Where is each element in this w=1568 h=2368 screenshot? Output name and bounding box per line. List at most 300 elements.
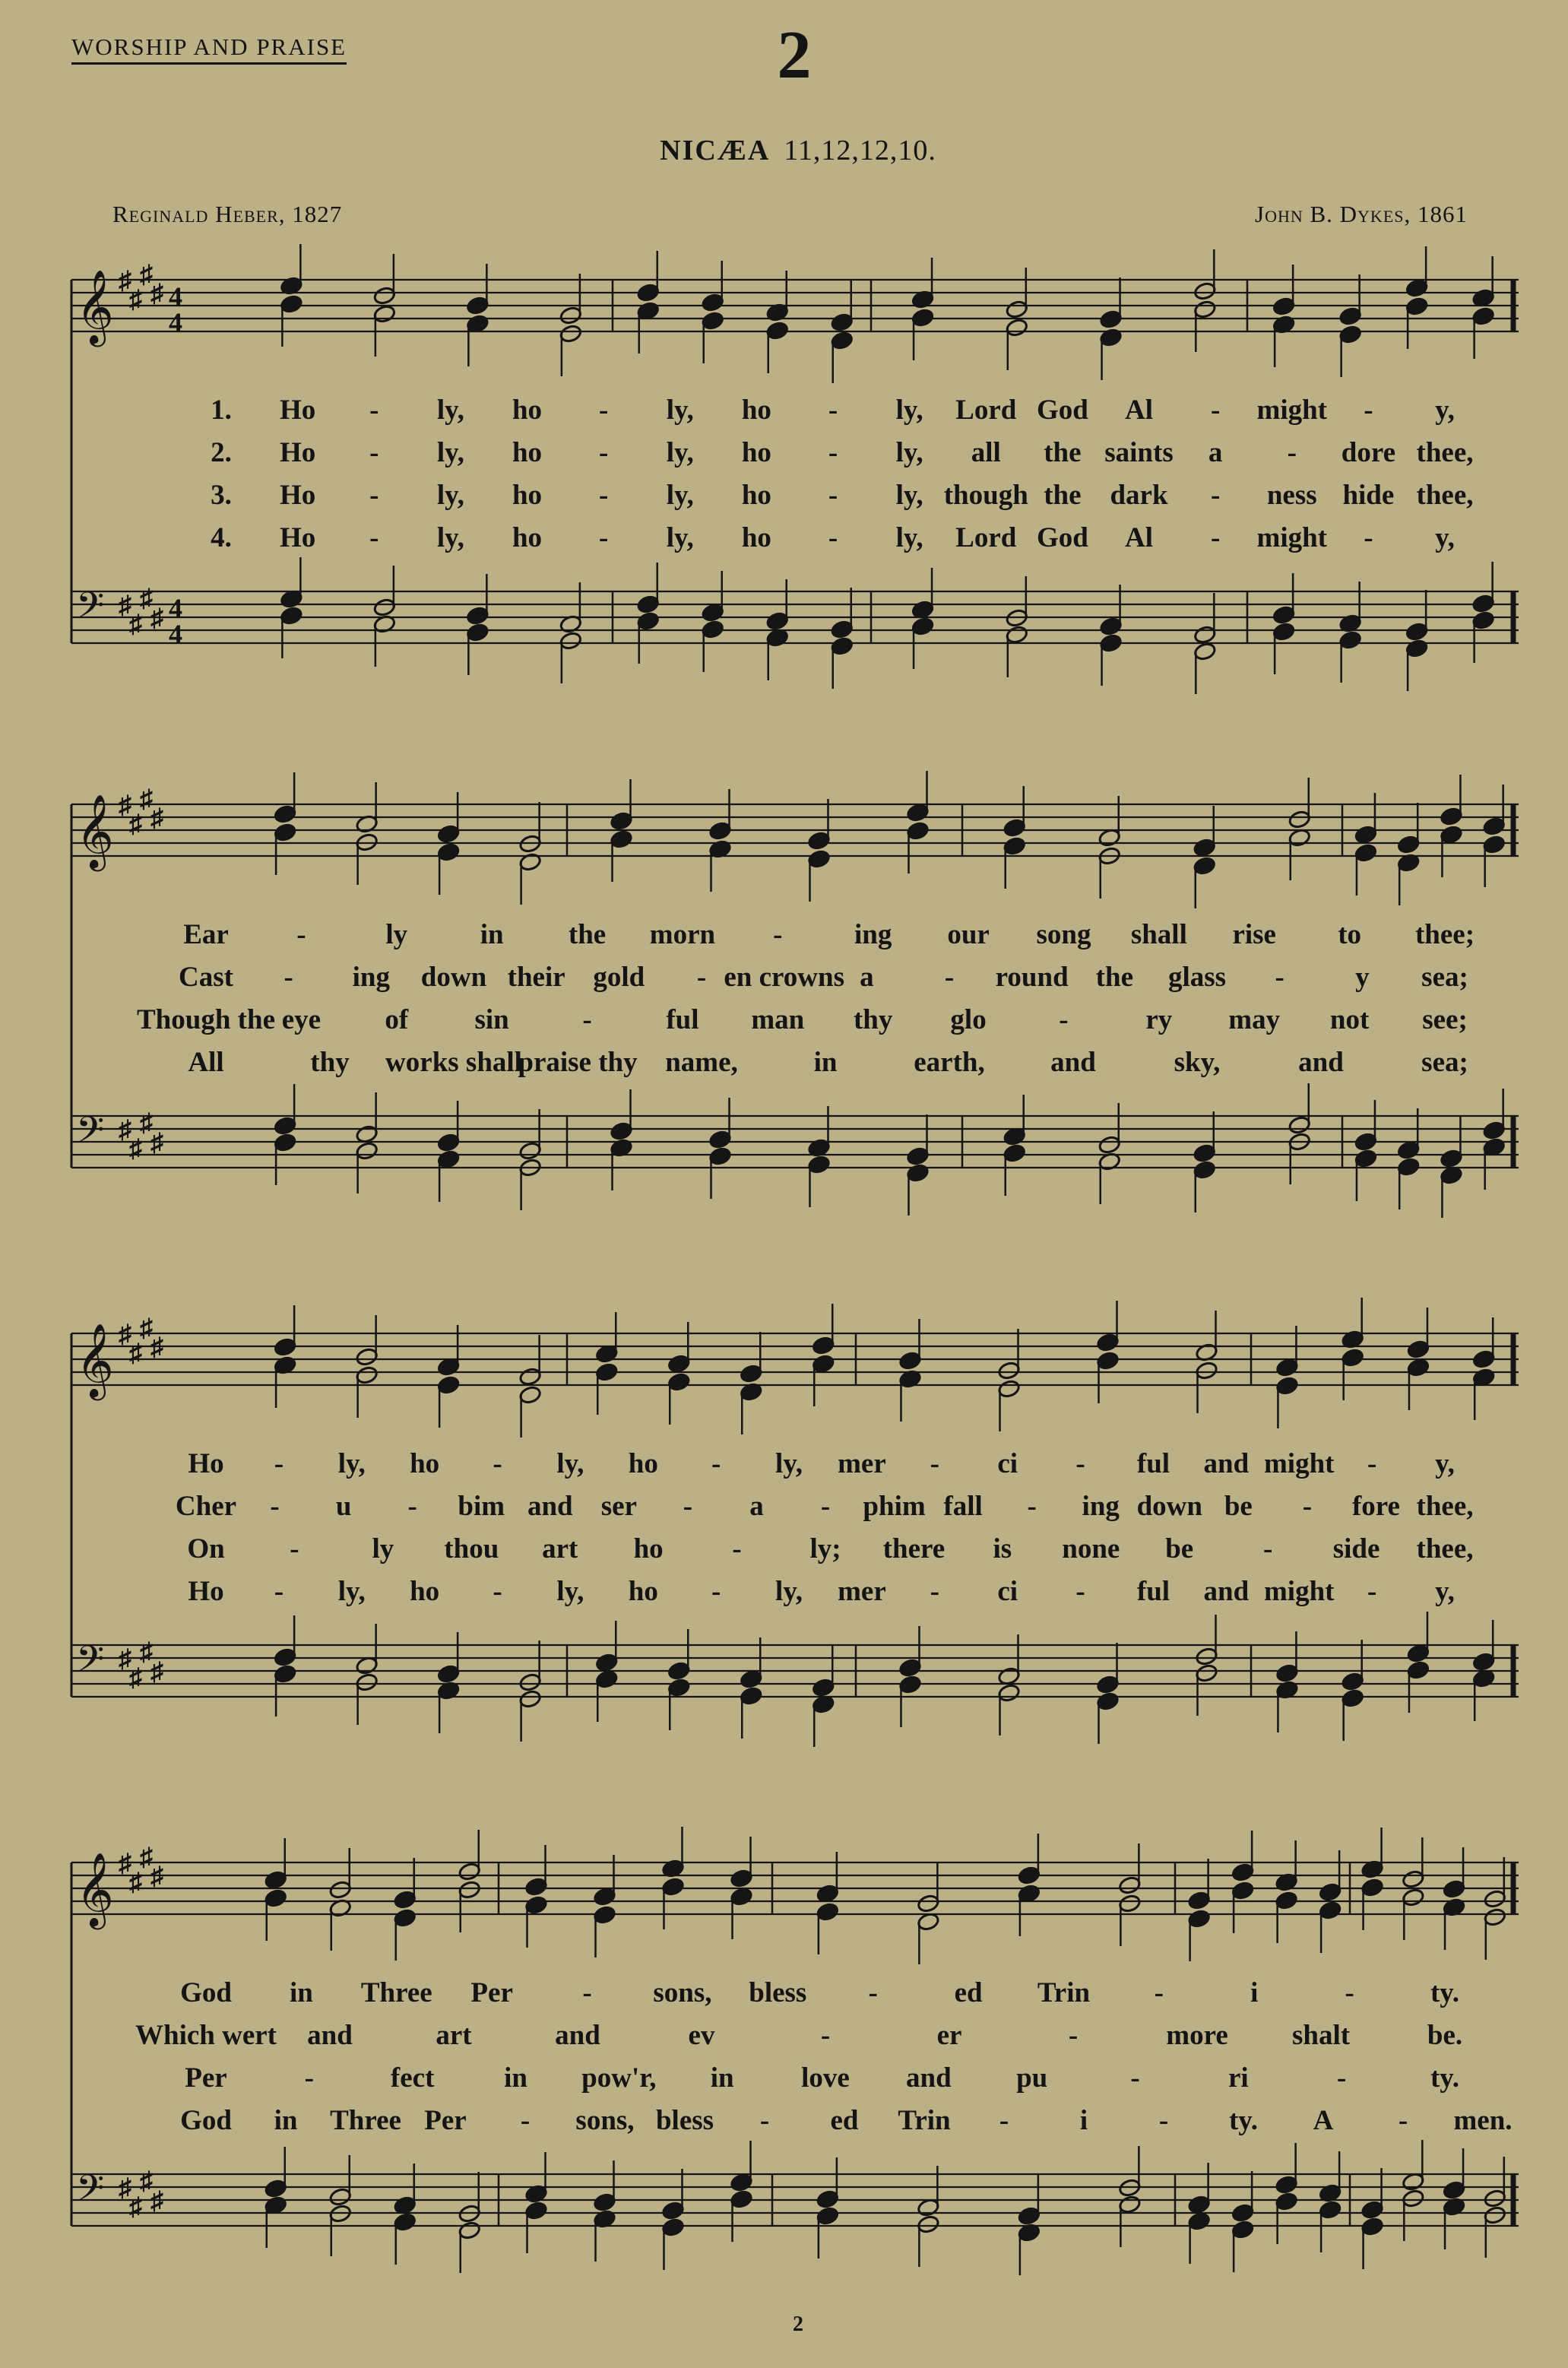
lyric-syllable: Ho	[279, 480, 316, 511]
tune-line	[532, 134, 1064, 167]
lyric-syllable: ty.	[1228, 2105, 1259, 2136]
soprano-note	[1482, 816, 1506, 836]
lyric-syllable: u	[335, 1491, 352, 1522]
lyric-syllable: ly,	[556, 1448, 584, 1479]
lyric-syllable: -	[290, 1533, 299, 1564]
lyric-syllable: ly;	[809, 1533, 841, 1564]
soprano-note	[437, 824, 461, 844]
alto-note	[1118, 1894, 1142, 1913]
sharp-icon: ♯	[150, 2187, 163, 2215]
sharp-icon: ♯	[129, 1135, 142, 1163]
lyric-syllable: Per	[424, 2105, 467, 2136]
lyric-syllable: ly,	[436, 522, 464, 553]
alto-note	[437, 1375, 461, 1395]
alto-note	[1275, 1376, 1299, 1396]
time-signature: 4	[169, 593, 182, 623]
bass-note	[393, 2212, 417, 2232]
lyric-syllable: -	[1262, 1533, 1273, 1564]
alto-note	[1405, 296, 1429, 316]
lyric-syllable: earth,	[914, 1047, 985, 1078]
lyric-syllable: ho	[741, 437, 771, 468]
bass-note	[1405, 639, 1429, 658]
bass-note	[1407, 1660, 1430, 1680]
alto-note	[1338, 325, 1362, 344]
lyric-syllable: ed	[954, 1977, 983, 2008]
lyric-syllable: might	[1256, 522, 1327, 553]
sharp-icon: ♯	[129, 1664, 142, 1692]
lyric-syllable: rise	[1232, 919, 1276, 950]
alto-note	[1482, 835, 1506, 854]
lyric-syllable: -	[1059, 1004, 1069, 1035]
alto-note	[1402, 1888, 1425, 1907]
sharp-icon: ♯	[119, 1116, 131, 1144]
lyric-syllable: bim	[458, 1491, 505, 1522]
lyric-syllable: -	[284, 962, 293, 993]
lyric-syllable: and	[1203, 1448, 1250, 1479]
lyric-line	[65, 2062, 1522, 2097]
tenor-note	[636, 594, 660, 614]
lyric-syllable: ly,	[666, 522, 694, 553]
tenor-note	[1275, 1663, 1299, 1683]
lyric-line	[65, 521, 1522, 556]
lyric-syllable: be	[1165, 1533, 1194, 1564]
alto-note	[373, 304, 397, 324]
sharp-icon: ♯	[140, 585, 153, 613]
bass-note	[1003, 1143, 1026, 1163]
lyric-syllable: of	[385, 1004, 409, 1035]
soprano-note	[1275, 1358, 1299, 1377]
lyric-line	[65, 1575, 1522, 1610]
tenor-note	[1361, 2200, 1384, 2220]
lyric-syllable: see;	[1422, 1004, 1468, 1035]
tune-name: NICÆA	[660, 135, 771, 166]
tenor-note	[1482, 1121, 1506, 1140]
bass-note	[740, 1686, 763, 1706]
soprano-note	[1003, 818, 1026, 838]
lyric-line	[65, 918, 1522, 953]
lyric-syllable: be	[1224, 1491, 1253, 1522]
tenor-note	[1472, 1652, 1496, 1672]
bass-note	[1338, 630, 1362, 650]
lyric-syllable: eye	[281, 1004, 322, 1035]
bass-note	[906, 1163, 930, 1183]
lyric-syllable: -	[1210, 480, 1221, 511]
treble-clef-icon: 𝄞	[76, 794, 114, 868]
lyric-syllable: -	[407, 1491, 417, 1522]
bass-note	[274, 1133, 297, 1152]
tenor-note	[274, 1647, 297, 1667]
bass-note	[917, 2214, 940, 2234]
soprano-note	[1443, 1879, 1466, 1899]
lyric-syllable: thy	[853, 1004, 893, 1035]
lyric-syllable: in	[813, 1047, 838, 1078]
tenor-note	[1193, 1143, 1216, 1163]
sharp-icon: ♯	[119, 1320, 131, 1349]
bass-note	[1272, 622, 1296, 642]
soprano-note	[1319, 1882, 1342, 1902]
lyric-syllable: -	[820, 1491, 831, 1522]
lyric-syllable: -	[369, 480, 379, 511]
lyric-syllable: Though the	[137, 1004, 275, 1035]
lyric-syllable: -	[598, 395, 609, 426]
bass-note	[816, 2206, 840, 2226]
lyric-syllable: a	[749, 1491, 764, 1522]
treble-clef-icon: 𝄞	[76, 1852, 114, 1926]
tenor-note	[765, 611, 789, 631]
lyric-syllable: the	[1095, 962, 1133, 993]
alto-note	[730, 1887, 753, 1907]
alto-note	[559, 324, 583, 344]
music-system-2	[65, 781, 1522, 1232]
alto-note	[1275, 1891, 1298, 1910]
lyric-syllable: and	[527, 1491, 573, 1522]
lyric-syllable: Lord	[955, 395, 1017, 426]
soprano-note	[524, 1877, 548, 1897]
lyric-syllable: fore	[1351, 1491, 1400, 1522]
lyric-syllable: glo	[950, 1004, 987, 1035]
tenor-note	[593, 2192, 616, 2212]
alto-note	[765, 321, 789, 341]
lyric-syllable: none	[1062, 1533, 1120, 1564]
lyric-syllable: ho	[628, 1448, 658, 1479]
lyric-syllable: sea;	[1421, 1047, 1468, 1078]
soprano-note	[807, 831, 831, 851]
bass-note	[636, 611, 660, 631]
alto-note	[906, 821, 930, 841]
lyric-syllable: Per	[470, 1977, 513, 2008]
bass-note	[911, 617, 935, 636]
lyric-syllable: Ho	[279, 437, 316, 468]
lyric-line	[65, 1003, 1522, 1038]
lyric-line	[65, 1533, 1522, 1568]
lyric-syllable: -	[759, 2105, 770, 2136]
alto-note	[1471, 306, 1495, 326]
tenor-note	[274, 1116, 297, 1136]
tenor-note	[518, 1672, 542, 1692]
alto-note	[518, 1385, 542, 1405]
soprano-note	[906, 803, 930, 823]
lyric-syllable: and	[906, 2062, 952, 2094]
lyric-syllable: sons,	[575, 2105, 635, 2136]
lyric-syllable: thee,	[1416, 1533, 1474, 1564]
lyric-syllable: -	[930, 1448, 939, 1479]
tenor-note	[1272, 605, 1296, 625]
lyric-syllable: and	[1298, 1047, 1344, 1078]
lyric-syllable: dark	[1110, 480, 1168, 511]
soprano-note	[1118, 1875, 1142, 1895]
lyric-syllable: sky,	[1174, 1047, 1221, 1078]
lyric-syllable: -	[369, 522, 379, 553]
lyric-syllable: art	[436, 2020, 472, 2051]
lyric-syllable: -	[493, 1448, 502, 1479]
tenor-note	[518, 1141, 542, 1161]
lyric-syllable: en crowns	[724, 962, 844, 993]
lyric-syllable: and	[1050, 1047, 1096, 1078]
soprano-note	[1354, 825, 1378, 845]
lyric-syllable: -	[773, 919, 783, 950]
bass-note	[280, 606, 303, 626]
tenor-note	[1193, 625, 1217, 645]
sharp-icon: ♯	[150, 1862, 163, 1891]
bass-note	[1096, 1691, 1120, 1711]
lyric-syllable: thee,	[1416, 437, 1474, 468]
alto-note	[1096, 1351, 1120, 1371]
lyric-syllable: God	[180, 1977, 232, 2008]
soprano-note	[518, 1367, 542, 1387]
bass-clef-icon: 𝄢	[76, 584, 105, 636]
alto-note	[701, 311, 724, 331]
lyric-syllable: Cast	[179, 962, 233, 993]
soprano-note	[997, 1361, 1021, 1381]
treble-clef-icon: 𝄞	[76, 269, 114, 344]
lyric-syllable: -	[1075, 1448, 1085, 1479]
text-author: Reginald Heber, 1827	[112, 201, 343, 227]
lyric-syllable: ev	[688, 2020, 715, 2051]
bass-note	[1484, 2205, 1507, 2225]
lyric-syllable: might	[1263, 1448, 1335, 1479]
bass-note	[830, 636, 854, 656]
tenor-note	[740, 1669, 763, 1689]
tenor-note	[595, 1653, 619, 1672]
lyric-syllable: in	[289, 1977, 313, 2008]
soprano-note	[328, 1880, 352, 1900]
bass-note	[1397, 1157, 1421, 1177]
bass-note	[1471, 610, 1495, 630]
soprano-note	[708, 821, 732, 841]
tenor-note	[1275, 2175, 1298, 2195]
tenor-note	[1099, 617, 1123, 636]
lyric-syllable: -	[1364, 522, 1373, 553]
soprano-note	[1193, 281, 1217, 301]
lyric-syllable: God	[180, 2105, 232, 2136]
lyric-syllable: ly	[385, 919, 408, 950]
alto-note	[280, 294, 303, 314]
bass-note	[524, 2201, 548, 2221]
lyric-syllable: ho	[512, 480, 543, 511]
lyric-syllable: -	[1027, 1491, 1037, 1522]
lyric-syllable: fall	[943, 1491, 983, 1522]
soprano-note	[1484, 1889, 1507, 1909]
soprano-note	[701, 293, 724, 312]
lyric-syllable: On	[187, 1533, 225, 1564]
lyric-line	[65, 1490, 1522, 1525]
alto-note	[661, 1877, 685, 1897]
lyric-syllable: gold	[593, 962, 645, 993]
alto-note	[1187, 1909, 1211, 1929]
sharp-icon: ♯	[119, 2174, 131, 2202]
soprano-note	[1018, 1866, 1041, 1885]
alto-note	[458, 1880, 481, 1900]
lyric-syllable: -	[1068, 2020, 1079, 2051]
bass-note	[661, 2217, 685, 2237]
sharp-icon: ♯	[129, 2193, 142, 2221]
lyric-syllable: -	[711, 1448, 721, 1479]
soprano-note	[1472, 1349, 1496, 1369]
lyric-syllable: ho	[741, 395, 771, 426]
lyric-syllable: -	[820, 2020, 831, 2051]
alto-note	[595, 1362, 619, 1382]
lyric-syllable: ing	[1082, 1491, 1120, 1522]
bass-note	[1193, 1160, 1216, 1180]
soprano-note	[1405, 278, 1429, 298]
treble-clef-icon: 𝄞	[76, 1323, 114, 1397]
lyric-syllable: -	[828, 437, 838, 468]
soprano-note	[1440, 807, 1463, 826]
alto-note	[830, 331, 854, 350]
tenor-note	[466, 606, 489, 626]
lyric-syllable: ho	[512, 522, 543, 553]
lyric-syllable: -	[270, 1491, 280, 1522]
page-number: 2	[793, 2313, 803, 2336]
lyric-syllable: y	[1355, 962, 1370, 993]
lyric-syllable: -	[304, 2062, 314, 2094]
alto-note	[355, 1365, 379, 1385]
lyric-syllable: ly,	[895, 480, 923, 511]
sharp-icon: ♯	[119, 267, 131, 295]
lyric-syllable: 4.	[211, 522, 232, 553]
lyric-syllable: 2.	[211, 437, 232, 468]
soprano-note	[812, 1336, 835, 1355]
lyric-syllable: Ho	[279, 522, 316, 553]
lyric-syllable: -	[582, 1004, 592, 1035]
tenor-note	[906, 1146, 930, 1166]
tenor-note	[1195, 1647, 1218, 1666]
lyric-syllable: Al	[1125, 395, 1153, 426]
alto-note	[1231, 1881, 1255, 1900]
lyric-syllable: ly,	[666, 437, 694, 468]
sharp-icon: ♯	[119, 591, 131, 620]
soprano-note	[1407, 1339, 1430, 1359]
lyric-syllable: art	[542, 1533, 578, 1564]
lyric-syllable: glass	[1167, 962, 1227, 993]
lyric-syllable: name,	[665, 1047, 738, 1078]
lyric-syllable: be.	[1427, 2020, 1463, 2051]
lyric-syllable: God	[1036, 522, 1088, 553]
alto-note	[264, 1888, 287, 1908]
lyric-syllable: y,	[1435, 395, 1455, 426]
lyric-syllable: ful	[1136, 1448, 1170, 1479]
tenor-note	[830, 620, 854, 639]
lyric-syllable: all	[971, 437, 1001, 468]
lyric-syllable: ly,	[337, 1448, 366, 1479]
bass-clef-icon: 𝄢	[76, 1637, 105, 1689]
sharp-icon: ♯	[129, 610, 142, 639]
lyric-syllable: Trin	[1037, 1977, 1091, 2008]
lyric-syllable: -	[1367, 1448, 1377, 1479]
bass-note	[667, 1678, 691, 1698]
lyric-syllable: All	[188, 1047, 224, 1078]
sharp-icon: ♯	[150, 804, 163, 832]
lyric-syllable: and	[307, 2020, 353, 2051]
soprano-note	[830, 312, 854, 332]
tenor-note	[437, 1133, 461, 1152]
sharp-icon: ♯	[140, 261, 153, 289]
alto-note	[437, 842, 461, 862]
lyric-line	[65, 1977, 1522, 2011]
soprano-note	[274, 804, 297, 824]
time-signature: 4	[169, 619, 182, 649]
sharp-icon: ♯	[129, 286, 142, 314]
lyric-syllable: ly,	[895, 395, 923, 426]
lyric-syllable: bless	[749, 1977, 807, 2008]
lyric-syllable: might	[1263, 1576, 1335, 1607]
lyric-syllable: mer	[838, 1448, 886, 1479]
tenor-note	[1405, 622, 1429, 642]
lyric-syllable: -	[1210, 522, 1221, 553]
lyric-syllable: ty.	[1430, 1977, 1460, 2008]
time-signature: 4	[169, 281, 182, 312]
lyric-syllable: thy	[310, 1047, 350, 1078]
music-system-1	[65, 257, 1522, 707]
tenor-note	[1018, 2206, 1041, 2226]
lyric-syllable: ly,	[895, 522, 923, 553]
sharp-icon: ♯	[140, 1109, 153, 1137]
soprano-note	[1272, 296, 1296, 316]
lyric-syllable: round	[995, 962, 1069, 993]
tenor-note	[1096, 1675, 1120, 1694]
lyric-syllable: -	[582, 1977, 592, 2008]
soprano-note	[559, 306, 583, 325]
sharp-icon: ♯	[119, 1850, 131, 1878]
lyric-syllable: praise thy	[518, 1047, 638, 1078]
bass-note	[355, 1141, 379, 1161]
sharp-icon: ♯	[129, 810, 142, 838]
lyric-line	[65, 479, 1522, 514]
lyric-syllable: though	[943, 480, 1028, 511]
lyric-syllable: -	[944, 962, 955, 993]
lyric-syllable: ly,	[556, 1576, 584, 1607]
lyric-syllable: ly,	[666, 480, 694, 511]
soprano-note	[667, 1354, 691, 1374]
lyric-syllable: ry	[1145, 1004, 1173, 1035]
lyric-syllable: Three	[330, 2105, 401, 2136]
sharp-icon: ♯	[140, 1638, 153, 1666]
alto-note	[1319, 1900, 1342, 1920]
lyric-syllable: y,	[1435, 1576, 1455, 1607]
lyric-syllable: -	[369, 437, 379, 468]
lyric-syllable: -	[828, 522, 838, 553]
lyric-syllable: in	[710, 2062, 734, 2094]
lyric-syllable: down	[1136, 1491, 1202, 1522]
lyric-syllable: sea;	[1421, 962, 1468, 993]
lyric-syllable: ho	[512, 437, 543, 468]
lyric-syllable: and	[1203, 1576, 1250, 1607]
sharp-icon: ♯	[150, 1129, 163, 1157]
soprano-note	[730, 1869, 753, 1888]
lyric-syllable: the	[1044, 480, 1082, 511]
tenor-note	[1484, 2189, 1507, 2208]
alto-note	[812, 1354, 835, 1374]
soprano-note	[593, 1887, 616, 1907]
tenor-note	[898, 1658, 922, 1678]
lyric-syllable: ly,	[775, 1448, 803, 1479]
bass-note	[458, 2221, 481, 2240]
tenor-note	[1341, 1672, 1364, 1691]
bass-note	[518, 1689, 542, 1709]
tenor-note	[812, 1678, 835, 1698]
bass-note	[1193, 642, 1217, 661]
lyric-syllable: Al	[1125, 522, 1153, 553]
tenor-note	[264, 2179, 287, 2198]
sharp-icon: ♯	[119, 1645, 131, 1673]
bass-note	[708, 1146, 732, 1166]
lyric-syllable: Cher	[175, 1491, 237, 1522]
bass-clef-icon: 𝄢	[76, 2167, 105, 2218]
lyric-syllable: ness	[1266, 480, 1317, 511]
bass-note	[1099, 633, 1123, 653]
soprano-note	[1402, 1869, 1425, 1889]
soprano-note	[264, 1870, 287, 1890]
